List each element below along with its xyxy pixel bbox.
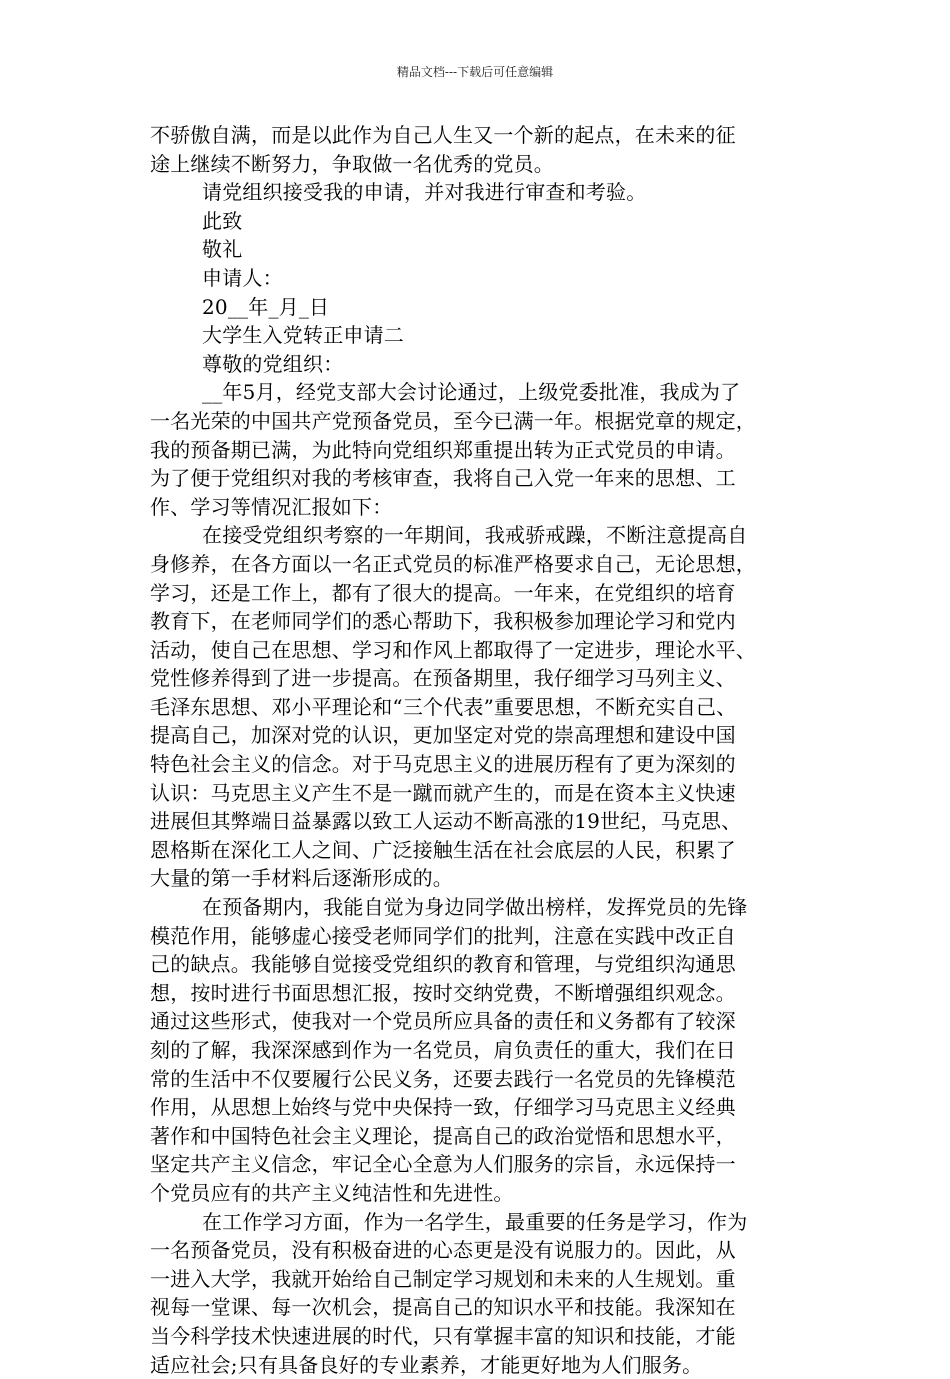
text-line: 途上继续不断努力，争取做一名优秀的党员。 bbox=[150, 151, 554, 176]
text-line: 身修养，在各方面以一名正式党员的标准严格要求自己，无论思想， bbox=[150, 551, 756, 576]
text-line: 尊敬的党组织： bbox=[202, 351, 344, 376]
text-line: 提高自己，加深对党的认识，更加坚定对党的崇高理想和建设中国 bbox=[150, 723, 736, 748]
text-line: 进展但其弊端日益暴露以致工人运动不断高涨的19世纪，马克思、 bbox=[150, 809, 742, 834]
text-line: 个党员应有的共产主义纯洁性和先进性。 bbox=[150, 1180, 514, 1205]
text-line: 当今科学技术快速进展的时代，只有掌握丰富的知识和技能，才能 bbox=[150, 1323, 736, 1348]
text-line: 党性修养得到了进一步提高。在预备期里，我仔细学习马列主义、 bbox=[150, 666, 736, 691]
text-line: 己的缺点。我能够自觉接受党组织的教育和管理，与党组织沟通思 bbox=[150, 952, 736, 977]
text-line: 通过这些形式，使我对一个党员所应具备的责任和义务都有了较深 bbox=[150, 1009, 736, 1034]
page-header: 精品文档---下载后可任意编辑 bbox=[396, 65, 554, 79]
text-line: 一名预备党员，没有积极奋进的心态更是没有说服力的。因此，从 bbox=[150, 1238, 736, 1263]
text-line: 一进入大学，我就开始给自己制定学习规划和未来的人生规划。重 bbox=[150, 1266, 736, 1291]
text-line: 常的生活中不仅要履行公民义务，还要去践行一名党员的先锋模范 bbox=[150, 1066, 736, 1091]
text-line: 大学生入党转正申请二 bbox=[202, 323, 404, 348]
text-line: 此致 bbox=[202, 208, 243, 233]
text-line: 请党组织接受我的申请，并对我进行审查和考验。 bbox=[202, 180, 647, 205]
text-line: 大量的第一手材料后逐渐形成的。 bbox=[150, 866, 453, 891]
text-line: 我的预备期已满，为此特向党组织郑重提出转为正式党员的申请。 bbox=[150, 437, 736, 462]
text-line: 著作和中国特色社会主义理论，提高自己的政治觉悟和思想水平， bbox=[150, 1123, 736, 1148]
text-line: 作用，从思想上始终与党中央保持一致，仔细学习马克思主义经典 bbox=[150, 1095, 736, 1120]
text-line: 活动，使自己在思想、学习和作风上都取得了一定进步，理论水平、 bbox=[150, 637, 756, 662]
text-line: 敬礼 bbox=[202, 237, 243, 262]
text-line: 毛泽东思想、邓小平理论和“三个代表”重要思想，不断充实自己、 bbox=[150, 694, 737, 719]
text-line: 学习，还是工作上，都有了很大的提高。一年来，在党组织的培育 bbox=[150, 580, 736, 605]
text-line: 想，按时进行书面思想汇报，按时交纳党费，不断增强组织观念。 bbox=[150, 980, 736, 1005]
text-line: 作、学习等情况汇报如下： bbox=[150, 494, 393, 519]
text-line: 恩格斯在深化工人之间、广泛接触生活在社会底层的人民，积累了 bbox=[150, 837, 736, 862]
text-line: 模范作用，能够虚心接受老师同学们的批判，注意在实践中改正自 bbox=[150, 923, 736, 948]
text-line: 在预备期内，我能自觉为身边同学做出榜样，发挥党员的先锋 bbox=[202, 895, 748, 920]
text-line: 一名光荣的中国共产党预备党员，至今已满一年。根据党章的规定， bbox=[150, 408, 756, 433]
text-line: 在接受党组织考察的一年期间，我戒骄戒躁，不断注意提高自 bbox=[202, 523, 748, 548]
text-line: 认识：马克思主义产生不是一蹴而就产生的，而是在资本主义快速 bbox=[150, 780, 736, 805]
text-line: 20__年_月_日 bbox=[202, 294, 330, 319]
text-line: 不骄傲自满，而是以此作为自己人生又一个新的起点，在未来的征 bbox=[150, 123, 736, 147]
document-body bbox=[150, 121, 820, 1379]
text-line: 特色社会主义的信念。对于马克思主义的进展历程有了更为深刻的 bbox=[150, 752, 736, 777]
text-line: 申请人： bbox=[202, 265, 283, 290]
text-line: 为了便于党组织对我的考核审查，我将自己入党一年来的思想、工 bbox=[150, 466, 736, 491]
text-line: 在工作学习方面，作为一名学生，最重要的任务是学习，作为 bbox=[202, 1209, 748, 1234]
text-line: 适应社会;只有具备良好的专业素养，才能更好地为人们服务。 bbox=[150, 1352, 703, 1377]
text-line: __年5月，经党支部大会讨论通过，上级党委批准，我成为了 bbox=[202, 380, 741, 405]
text-line: 教育下，在老师同学们的悉心帮助下，我积极参加理论学习和党内 bbox=[150, 609, 736, 634]
text-line: 刻的了解，我深深感到作为一名党员，肩负责任的重大，我们在日 bbox=[150, 1038, 736, 1062]
text-line: 视每一堂课、每一次机会，提高自己的知识水平和技能。我深知在 bbox=[150, 1295, 736, 1320]
text-line: 坚定共产主义信念，牢记全心全意为人们服务的宗旨，永远保持一 bbox=[150, 1152, 736, 1177]
